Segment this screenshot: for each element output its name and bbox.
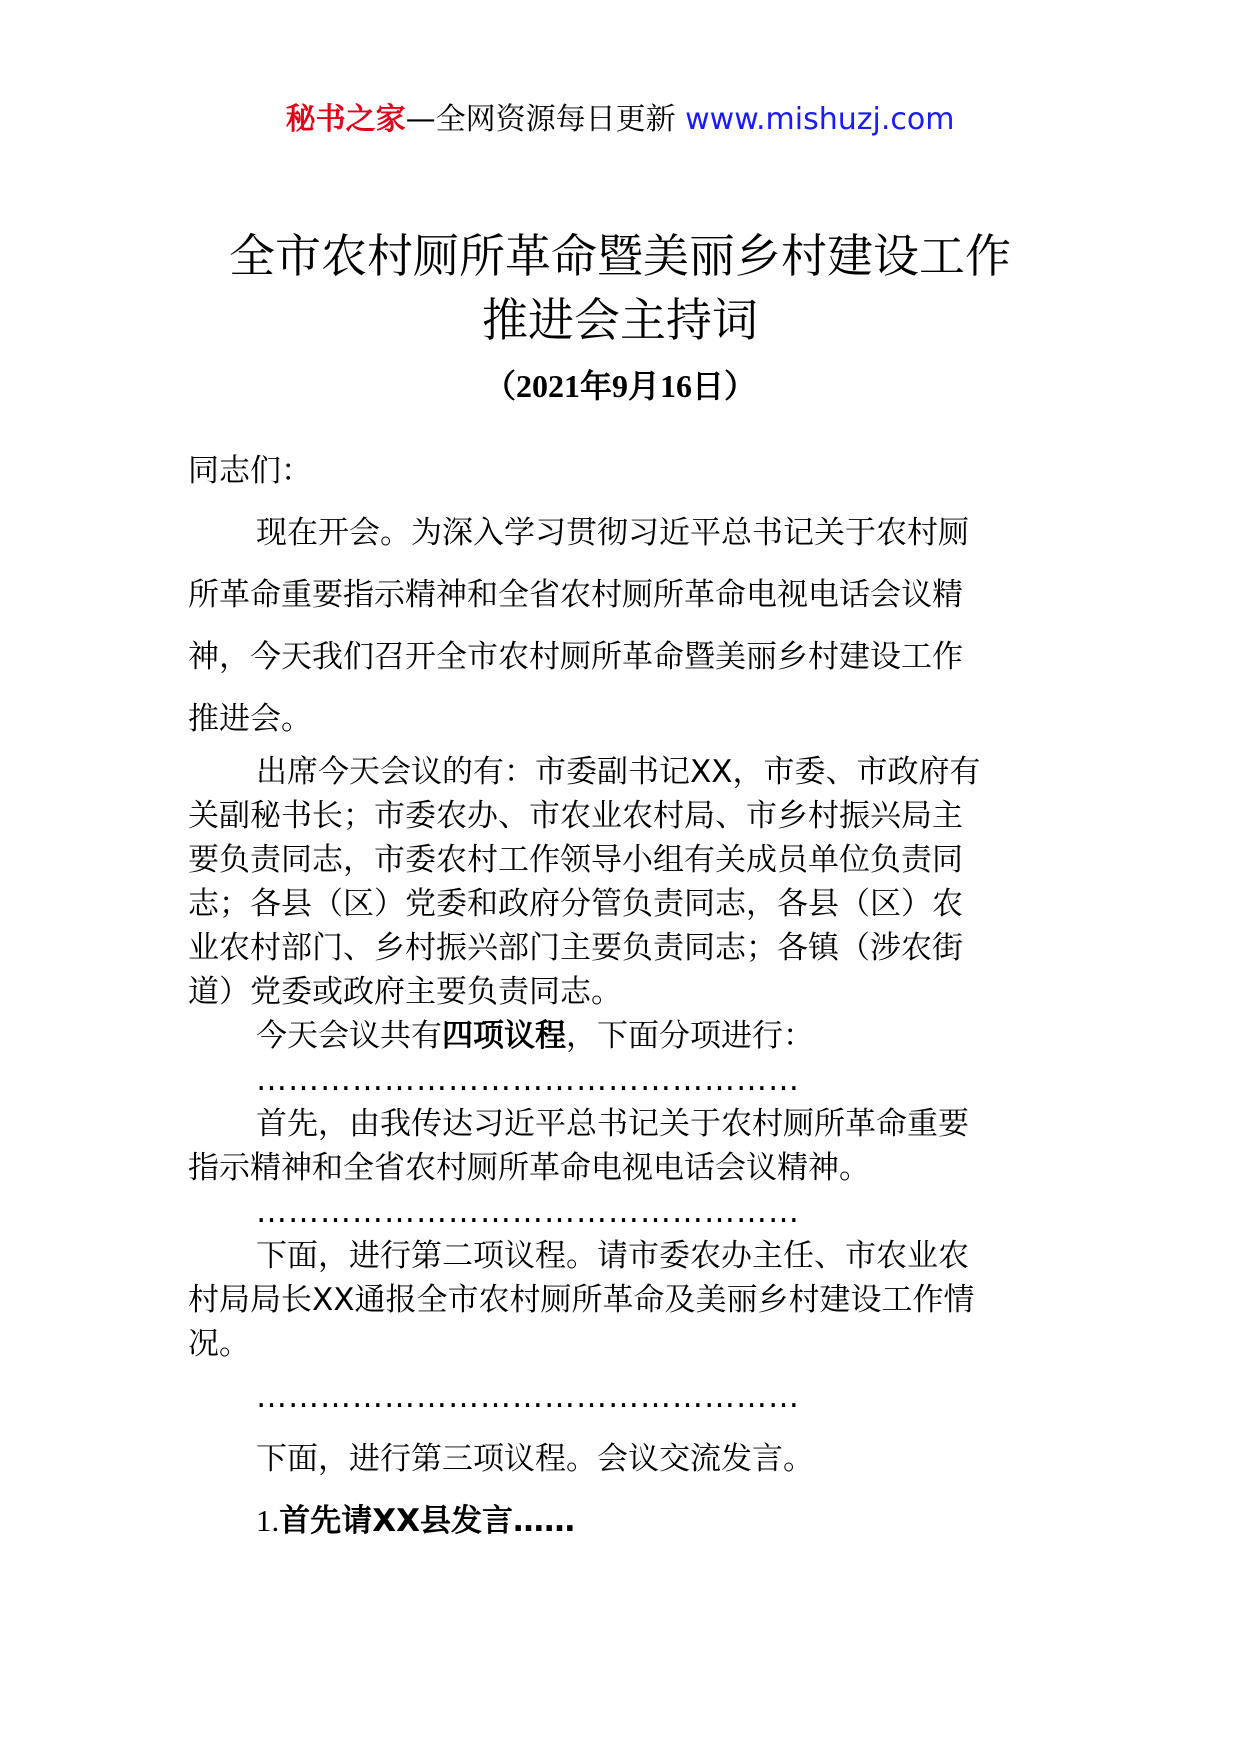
ellipsis-separator: …………………………………………… bbox=[256, 1379, 800, 1415]
para6: 下面，进行第三项议程。会议交流发言。 bbox=[256, 1441, 814, 1477]
agenda-intro bbox=[188, 1014, 1058, 1058]
item-text: 首先请XX县发言…… bbox=[279, 1503, 576, 1539]
para2-line: 要负责同志，市委农村工作领导小组有关成员单位负责同 bbox=[188, 842, 963, 878]
para2-line: 业农村部门、乡村振兴部门主要负责同志；各镇（涉农街 bbox=[188, 930, 963, 966]
para2-line: 志；各县（区）党委和政府分管负责同志，各县（区）农 bbox=[188, 886, 963, 922]
para2-line: 道）党委或政府主要负责同志。 bbox=[188, 974, 622, 1010]
document-date: （2021年9月16日） bbox=[483, 368, 756, 404]
agenda-intro-text: 今天会议共有 bbox=[256, 1018, 442, 1054]
para1-line: 所革命重要指示精神和全省农村厕所革命电视电话会议精 bbox=[188, 577, 963, 613]
para4-line: 首先，由我传达习近平总书记关于农村厕所革命重要 bbox=[256, 1106, 969, 1142]
para5-line: 村局局长XX通报全市农村厕所革命及美丽乡村建设工作情 bbox=[188, 1282, 975, 1318]
para2-line: 关副秘书长；市委农办、市农业农村局、市乡村振兴局主 bbox=[188, 798, 963, 834]
document-title-line-2: 推进会主持词 bbox=[482, 293, 758, 347]
para4-line: 指示精神和全省农村厕所革命电视电话会议精神。 bbox=[188, 1150, 870, 1186]
para2-line: 出席今天会议的有：市委副书记XX，市委、市政府有 bbox=[256, 754, 981, 790]
slogan: —全网资源每日更新 bbox=[405, 102, 676, 137]
document-title-line-1: 全市农村厕所革命暨美丽乡村建设工作 bbox=[229, 229, 1011, 283]
item-number: 1. bbox=[256, 1503, 280, 1538]
salutation: 同志们： bbox=[188, 453, 312, 489]
agenda-intro-text-end: ，下面分项进行： bbox=[566, 1018, 814, 1054]
speaker-item bbox=[188, 1490, 1058, 1552]
para5-line: 况。 bbox=[188, 1326, 250, 1362]
ellipsis-separator: …………………………………………… bbox=[256, 1062, 800, 1098]
para1-line: 神，今天我们召开全市农村厕所革命暨美丽乡村建设工作 bbox=[188, 639, 963, 675]
para5-line: 下面，进行第二项议程。请市委农办主任、市农业农 bbox=[256, 1238, 969, 1274]
agenda-count: 四项议程 bbox=[442, 1018, 566, 1054]
site-header bbox=[0, 100, 1240, 140]
brand-name: 秘书之家 bbox=[285, 102, 406, 137]
site-url-link[interactable]: www.mishuzj.com bbox=[685, 102, 955, 137]
document-body bbox=[188, 440, 1058, 1552]
para1-line: 推进会。 bbox=[188, 701, 312, 737]
para1-line: 现在开会。为深入学习贯彻习近平总书记关于农村厕 bbox=[256, 515, 969, 551]
ellipsis-separator: …………………………………………… bbox=[256, 1194, 800, 1230]
